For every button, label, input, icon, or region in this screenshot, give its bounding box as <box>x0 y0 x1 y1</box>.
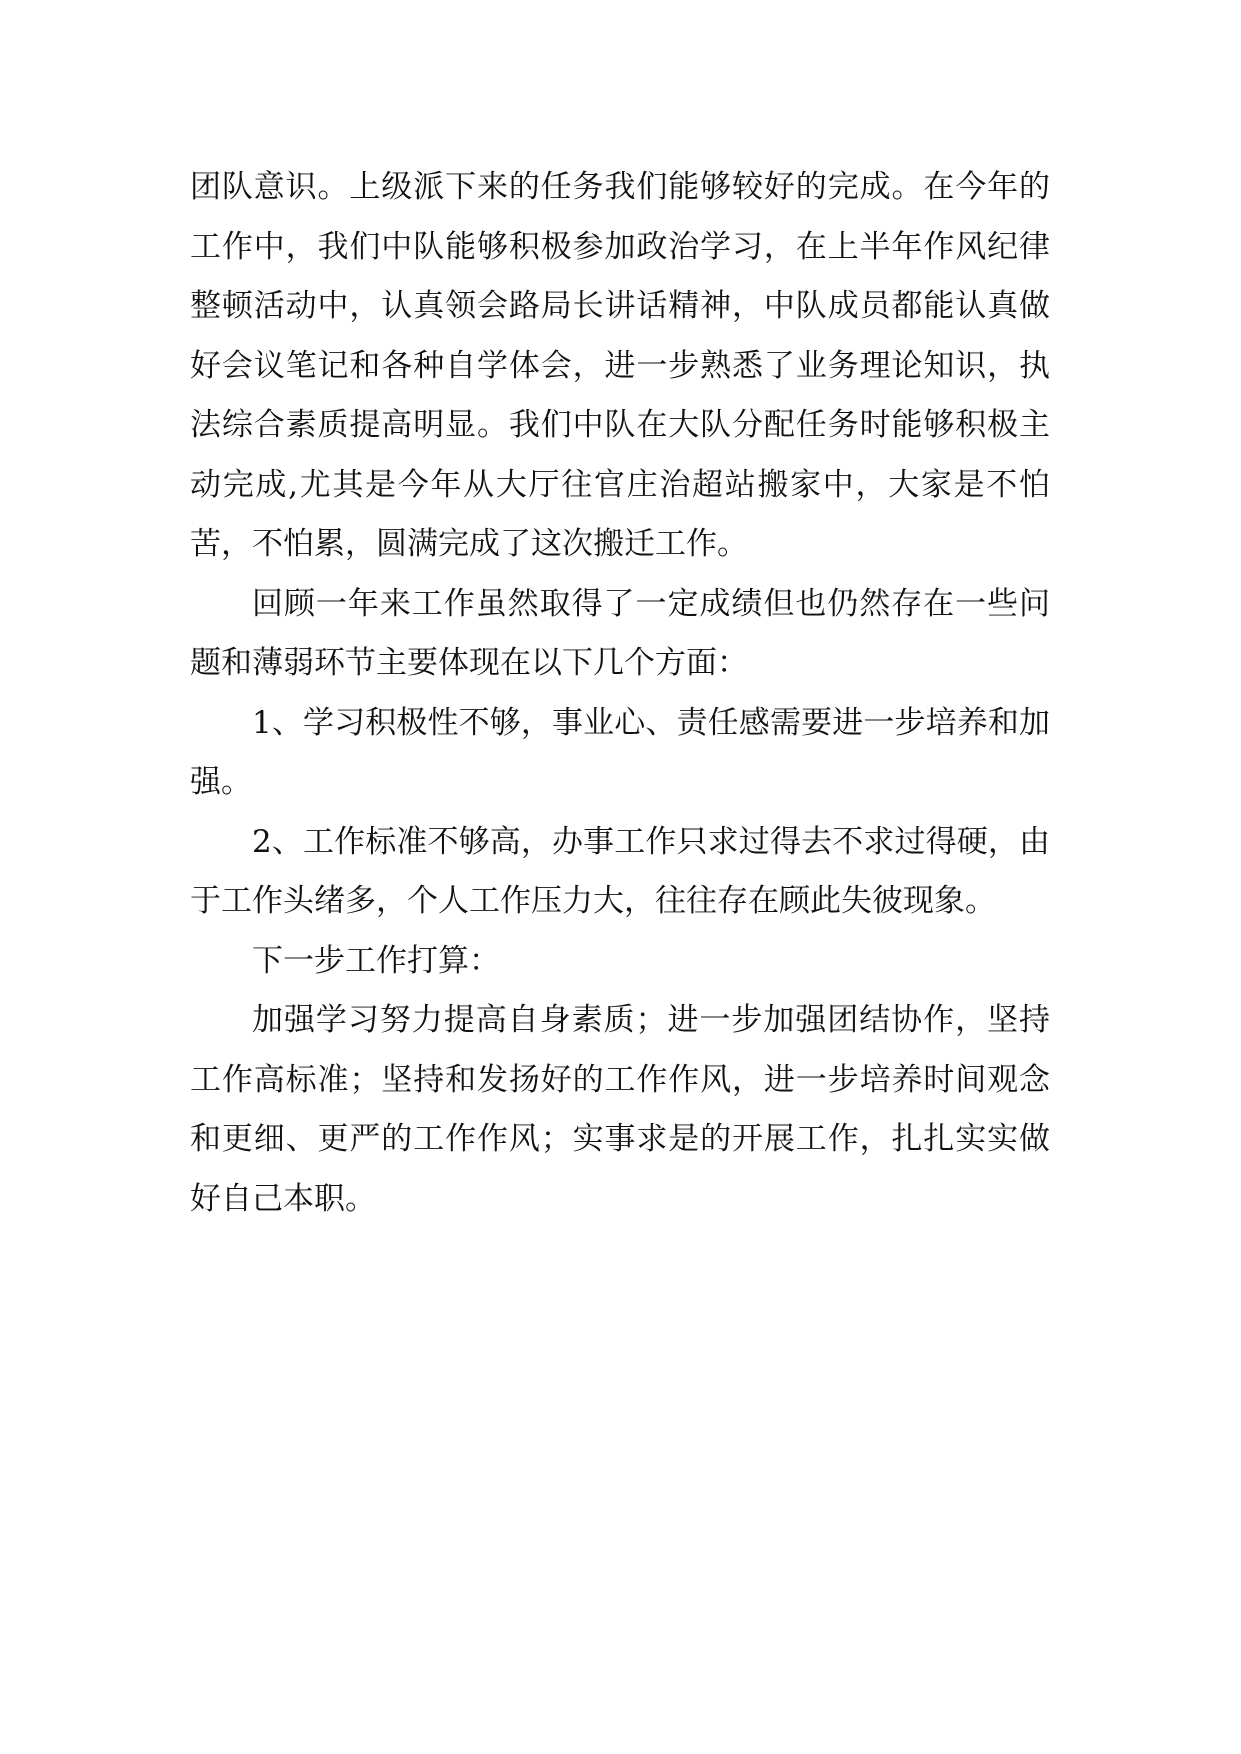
paragraph-next-plan-heading: 下一步工作打算： <box>252 942 500 979</box>
paragraph-next-plan: 加强学习努力提高自身素质；进一步加强团结协作，坚持工作高标准；坚持和发扬好的工作作风，进一步培养时间观念和更细、更严的工作作风；实事求是的开展工作，扎扎实实做好自己本职。 <box>190 1002 1050 1217</box>
document-body <box>190 158 1050 1229</box>
paragraph-review: 回顾一年来工作虽然取得了一定成绩但也仍然存在一些问题和薄弱环节主要体现在以下几个方面： <box>190 585 1050 681</box>
paragraph-continuation: 团队意识。上级派下来的任务我们能够较好的完成。在今年的工作中，我们中队能够积极参加政治学习，在上半年作风纪律整顿活动中，认真领会路局长讲话精神，中队成员都能认真做好会议笔记和各种自学体会，进一步熟悉了业务理论知识，执法综合素质提高明显。我们中队在大队分配任务时能够积极主动完成,尤其是今年从大厅往官庄治超站搬家中，大家是不怕苦，不怕累，圆满完成了这次搬迁工作。 <box>190 169 1050 562</box>
paragraph-issue-2: 2、工作标准不够高，办事工作只求过得去不求过得硬，由于工作头绪多，个人工作压力大，往往存在顾此失彼现象。 <box>190 823 1050 919</box>
paragraph-issue-1: 1、学习积极性不够，事业心、责任感需要进一步培养和加强。 <box>190 704 1050 800</box>
